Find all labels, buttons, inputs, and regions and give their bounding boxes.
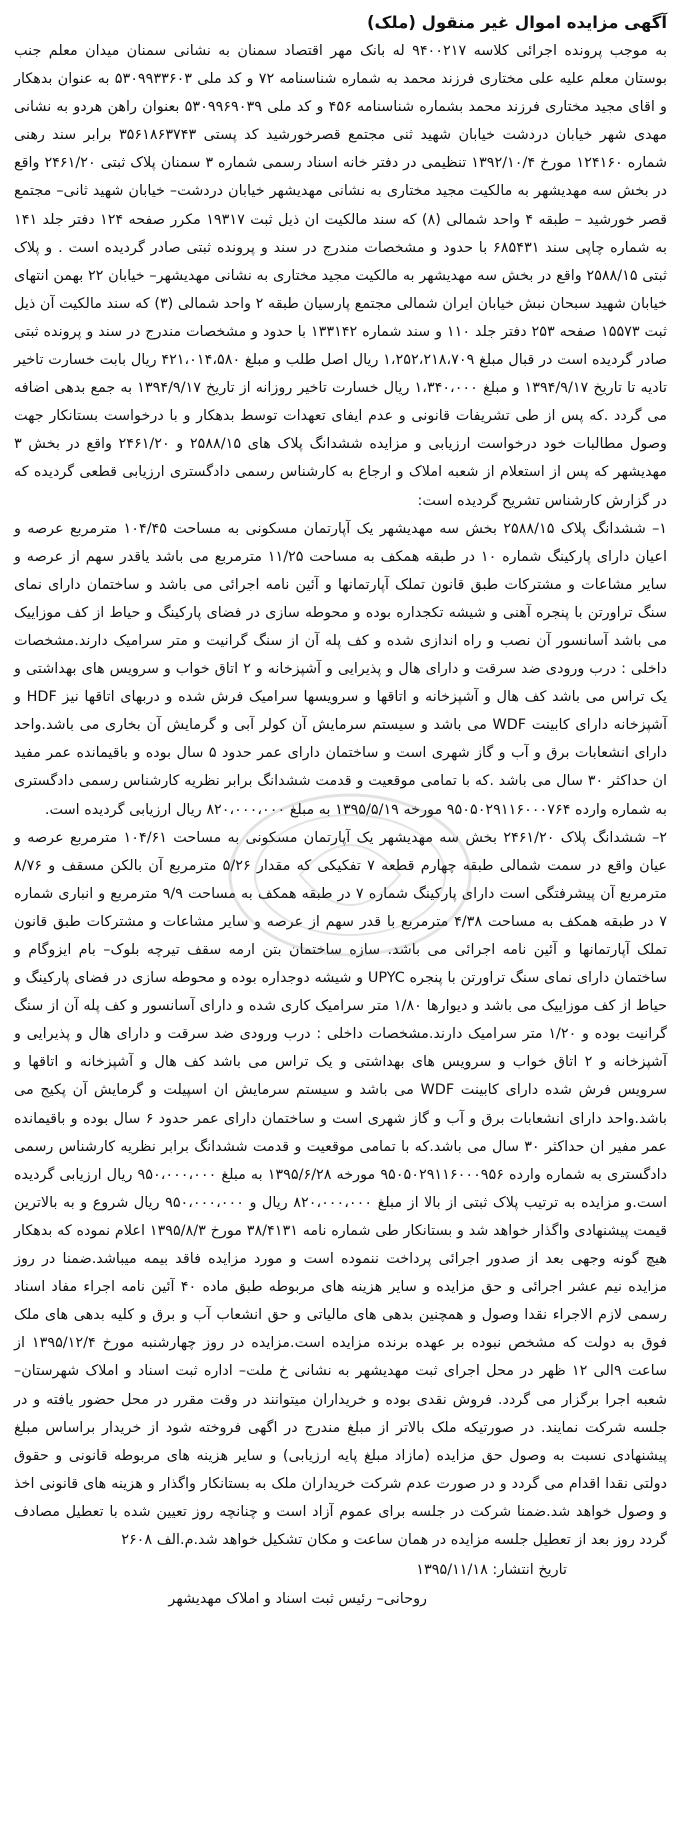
property-item-2: ۲– ششدانگ پلاک ۲۴۶۱/۲۰ بخش سه مهدیشهر یک آپارتمان مسکونی به مساحت ۱۰۴/۶۱ مترمربع عرصه و عیان واقع در سمت شمالی طبقه چهارم قطعه ۷ تفکیکی که مقدار ۵/۲۶ مترمربع آن بالکن مسقف و ۸/۷۶ مترمربع آن پیشرفتگی است دارای پارکینگ شماره ۷ در طبقه همکف به مساحت ۹/۹ مترمربع و انباری شماره ۷ در طبقه همکف به مساحت ۴/۳۸ مترمربع با قدر سهم از عرصه و سایر مشاعات و مشترکات طبق قانون تملک آپارتمانها و آئین نامه اجرائی می باشد. سازه ساختمان بتن ارمه سقف تیرچه بلوک– بام ایزوگام و ساختمان دارای نمای سنگ تراورتن با پنجره UPYC و شیشه دوجداره بوده و محوطه سازی در فضای پارکینگ و حیاط از کف موزاییک می باشد و دیوارها ۱/۸۰ متر سرامیک کاری شده و دارای آسانسور و کف پله آن از سنگ گرانیت بوده و ۱/۲۰ متر سرامیک دارند.مشخصات داخلی : درب ورودی ضد سرقت و دارای هال و پذیرایی و آشپزخانه و ۲ اتاق خواب و سرویس های بهداشتی و یک تراس می باشد کف هال و آشپزخانه و اتاقها و سرویس فرش شده دارای کابینت WDF می باشد و سیستم سرمایش ان اسپیلت و گرمایش آن پکیج می باشد.واحد دارای انشعابات برق و آب و گاز شهری است و ساختمان دارای عمر حدود ۶ سال بوده و باقیمانده عمر مفیر ان حداکثر ۳۰ سال می باشد.که با تمامی موقعیت و قدمت ششدانگ برابر نظریه کارشناس رسمی دادگستری به شماره وارده ۹۵۰۵۰۲۹۱۱۶۰۰۰۹۵۶ مورخه ۱۳۹۵/۶/۲۸ به مبلغ ۹۵۰،۰۰۰،۰۰۰ ریال ارزیابی گردیده است.و مزایده به ترتیب پلاک ثبتی از بالا از مبلغ ۸۲۰،۰۰۰،۰۰۰ ریال و ۹۵۰،۰۰۰،۰۰۰ ریال شروع و به بالاترین قیمت پیشنهادی واگذار خواهد شد و بستانکار طی شماره نامه ۳۸/۴۱۳۱ مورخ ۱۳۹۵/۸/۳ اعلام نموده که بدهکار هیچ گونه وجهی بعد از صدور اجرائی پرداخت ننموده است و مورد مزایده فاقد بیمه میباشد.ضمنا در روز مزایده نیم عشر اجرائی و حق مزایده و سایر هزینه های مربوطه طبق ماده ۴۰ آئین نامه اجراء مفاد اسناد رسمی لازم الاجراء نقدا وصول و همچنین بدهی های مالیاتی و حق انشعاب آب و برق و کلیه بدهی های ملک فوق به دولت که مشخص نبوده بر عهده برنده مزایده است.مزایده در روز چهارشنبه مورخ ۱۳۹۵/۱۲/۴ از ساعت ۹الی ۱۲ ظهر در محل اجرای ثبت مهدیشهر به نشانی خ ملت– اداره ثبت اسناد و املاک شهرستان– شعبه اجرا برگزار می گردد. فروش نقدی بوده و خریداران میتوانند در وقت مقرر در محل حضور یافته و در جلسه شرکت نمایند. در صورتیکه ملک بالاتر از مبلغ مندرج در اگهی فروخته شود از خریدار براساس مبلغ پیشنهادی نسبت به وصول حق مزایده (مازاد مبلغ پایه ارزیابی) و سایر هزینه های مربوطه قانونی و حقوق دولتی نقدا اقدام می گردد و در صورت عدم شرکت خریداران ملک به بستانکار واگذار و هزینه های قانونی اخذ و وصول خواهد شد.ضمنا شرکت در جلسه برای عموم آزاد است و چنانچه روز تعیین شده با تعطیل مصادف گردد روز بعد از تعطیل جلسه مزایده در همان ساعت و مکان تشکیل خواهد شد.م.الف ۲۶۰۸ — [14, 829, 668, 1548]
notice-title: آگهی مزایده اموال غیر منقول (ملک) — [366, 13, 667, 32]
notice-intro-paragraph: به موجب پرونده اجرائی کلاسه ۹۴۰۰۲۱۷ له بانک مهر اقتصاد سمنان به نشانی سمنان میدان معلم جنب بوستان معلم علیه علی مختاری فرزند محمد به شماره شناسنامه ۷۲ و کد ملی ۵۳۰۹۹۳۳۶۰۳ به عنوان بدهکار و اقای مجید مختاری فرزند محمد بشماره شناسنامه ۴۵۶ و کد ملی ۵۳۰۹۹۶۹۰۳۹ بعنوان راهن هردو به نشانی مهدی شهر خیابان دردشت خیابان شهید ثنی مجتمع قصرخورشید کد پستی ۳۵۶۱۸۶۳۷۴۳ برابر سند رهنی شماره ۱۲۴۱۶۰ مورخ ۱۳۹۲/۱۰/۴ تنظیمی در دفتر خانه اسناد رسمی شماره ۳ سمنان پلاک ثبتی ۲۴۶۱/۲۰ واقع در بخش سه مهدیشهر به مالکیت مجید مختاری به نشانی مهدیشهر خیابان دردشت– خیابان شهید ثانی– مجتمع قصر خورشید – طبقه ۴ واحد شمالی (۸) که سند مالکیت ان ذیل ثبت ۱۹۳۱۷ مکرر صفحه ۱۲۴ دفتر جلد ۱۴۱ به شماره چاپی سند ۶۸۵۴۳۱ با حدود و مشخصات مندرج در سند و پرونده ثبتی صادر گردیده است . و پلاک ثبتی ۲۵۸۸/۱۵ واقع در بخش سه مهدیشهر به مالکیت مجید مختاری به نشانی مهدیشهر– خیابان ۲۲ بهمن انتهای خیابان شهید سبحان نبش خیابان ایران شمالی مجتمع پارسیان طبقه ۲ واحد شمالی (۳) که سند مالکیت آن ذیل ثبت ۱۵۵۷۳ صفحه ۲۵۳ دفتر جلد ۱۱۰ و سند شماره ۱۳۳۱۴۲ با حدود و مشخصات مندرج در سند و پرونده ثبتی صادر گردیده است در قبال مبلغ ۱،۲۵۲،۲۱۸،۷۰۹ ریال اصل طلب و مبلغ ۴۲۱،۰۱۴،۵۸۰ ریال بابت خسارت تاخیر تادیه تا تاریخ ۱۳۹۴/۹/۱۷ و مبلغ ۱،۳۴۰،۰۰۰ ریال خسارت تاخیر روزانه از تاریخ ۱۳۹۴/۹/۱۷ به جمع بدهی اضافه می گردد .که پس از طی تشریفات قانونی و عدم ایفای تعهدات توسط بدهکار و با درخواست بستانکار جهت وصول مطالبات خود درخواست ارزیابی و مزایده ششدانگ پلاک های ۲۵۸۸/۱۵ و ۲۴۶۱/۲۰ واقع در بخش ۳ مهدیشهر که پس از استعلام از شعبه املاک و ارجاع به کارشناس رسمی دادگستری ارزیابی قطعی گردیده که در گزارش کارشناس تشریح گردیده است: — [14, 43, 668, 509]
signature-block — [14, 1556, 667, 1614]
property-item-1: ۱– ششدانگ پلاک ۲۵۸۸/۱۵ بخش سه مهدیشهر یک آپارتمان مسکونی به مساحت ۱۰۴/۴۵ مترمربع عرصه و اعیان دارای پارکینگ شماره ۱۰ در طبقه همکف به مساحت ۱۱/۲۵ مترمربع می باشد یاقدر سهم از عرصه و سایر مشاعات و مشترکات طبق قانون تملک آپارتمانها و آئین نامه اجرائی می باشد و ساختمان دارای نمای سنگ تراورتن با پنجره آهنی و شیشه تکجداره بوده و محوطه سازی در فضای پارکینگ و حیاط از کف موزاییک می باشد آسانسور آن نصب و راه اندازی شده و کف پله آن از سنگ گرانیت و متر سرامیک دارند.مشخصات داخلی : درب ورودی ضد سرقت و دارای هال و پذیرایی و آشپزخانه و ۲ اتاق خواب و سرویس های بهداشتی و یک تراس می باشد کف هال و آشپزخانه و اتاقها و سرویسها سرامیک فرش شده و دربهای اتاقها نیز HDF و آشپزخانه دارای کابینت WDF می باشد و سیستم سرمایش آن کولر آبی و گرمایش آن بخاری می باشد.واحد دارای انشعابات برق و آب و گاز شهری است و ساختمان دارای عمر حدود ۵ سال بوده و باقیمانده عمر مفید ان حداکثر ۳۰ سال می باشد .که با تمامی موقعیت و قدمت ششدانگ برابر نظریه کارشناس رسمی دادگستری به شماره وارده ۹۵۰۵۰۲۹۱۱۶۰۰۰۷۶۴ مورخه ۱۳۹۵/۵/۱۹ به مبلغ ۸۲۰،۰۰۰،۰۰۰ ریال ارزیابی گردیده است. — [14, 520, 668, 818]
signatory: روحانی– رئیس ثبت اسناد و املاک مهدیشهر — [168, 1591, 427, 1608]
publication-date: تاریخ انتشار: ۱۳۹۵/۱۱/۱۸ — [416, 1562, 567, 1579]
